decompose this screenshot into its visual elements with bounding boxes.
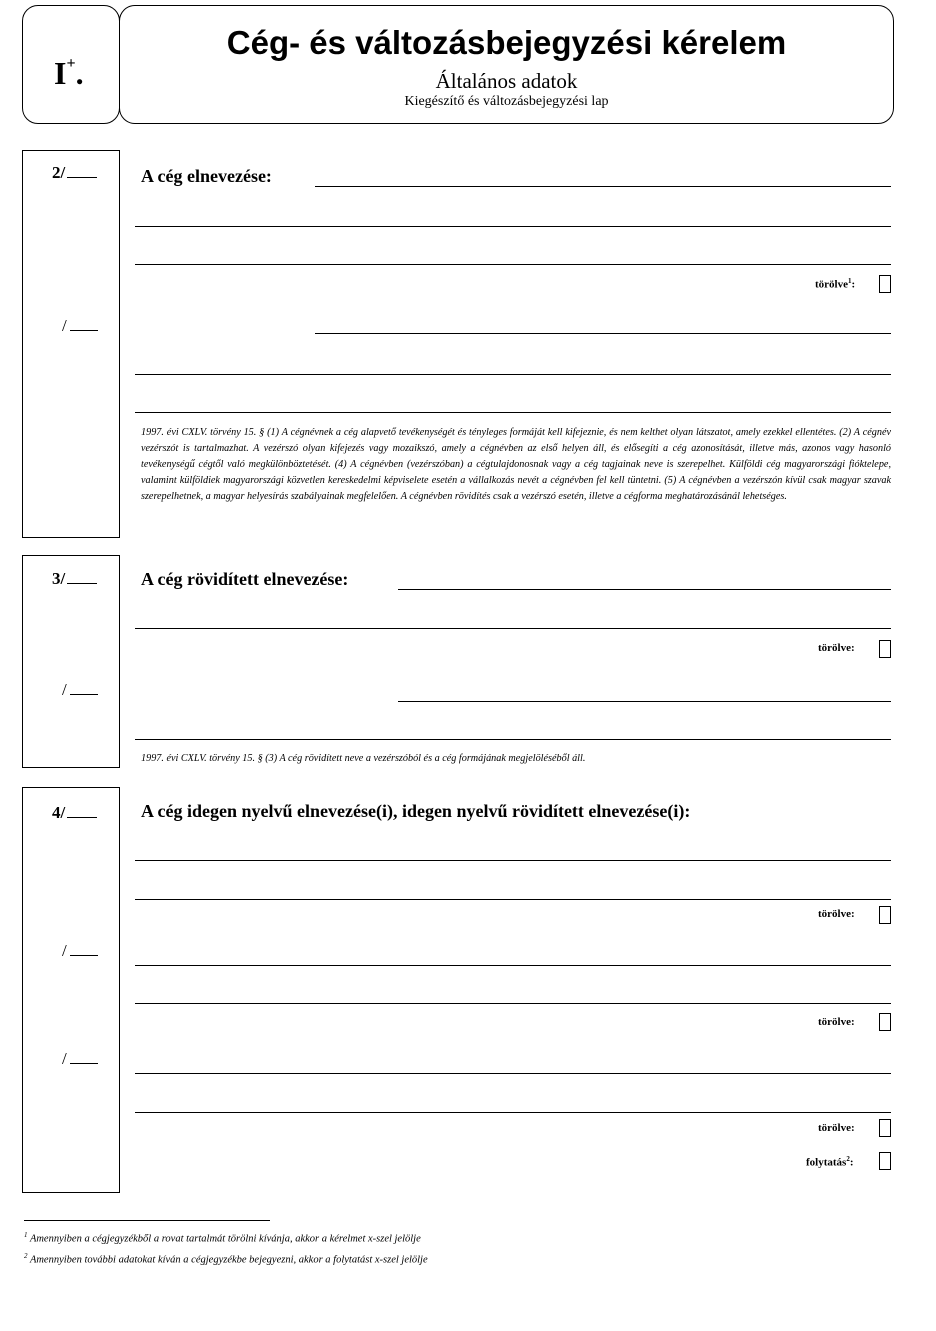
section2-number-box <box>22 150 120 538</box>
section3-sub-number: / <box>62 680 98 700</box>
section4-sub-number-b: / <box>62 1049 98 1069</box>
section3-input-line-3[interactable] <box>398 701 891 702</box>
section4-input-line-3[interactable] <box>135 965 891 966</box>
section4-deleted-checkbox-3[interactable] <box>879 1119 891 1137</box>
section2-number: 2/ <box>52 163 97 183</box>
section3-deleted-checkbox[interactable] <box>879 640 891 658</box>
section4-deleted-checkbox-1[interactable] <box>879 906 891 924</box>
section2-sub-number: / <box>62 316 98 336</box>
section3-legal-note: 1997. évi CXLV. törvény 15. § (3) A cég rövidített neve a vezérszóból és a cég formájának megjelöléséből áll. <box>141 753 586 764</box>
footnote-1: $^1$ Amennyiben a cégjegyzékből a rovat tartalmát törölni kívánja, akkor a kérelmet x-szel jelölje <box>24 1231 421 1245</box>
section4-number-box <box>22 787 120 1193</box>
section4-continue-checkbox[interactable] <box>879 1152 891 1170</box>
section4-deleted-label-1: törölve: <box>818 908 855 920</box>
section2-input-line-6[interactable] <box>135 412 891 413</box>
section4-deleted-label-2: törölve: <box>818 1016 855 1028</box>
footnote-2: $^2$ Amennyiben további adatokat kíván a cégjegyzékbe bejegyezni, akkor a folytatást x-szel jelölje <box>24 1252 428 1266</box>
footnote-separator <box>24 1220 270 1221</box>
section4-deleted-label-3: törölve: <box>818 1122 855 1134</box>
header-code-sup: + <box>66 55 76 72</box>
section3-input-line-1[interactable] <box>398 589 891 590</box>
section2-input-line-5[interactable] <box>135 374 891 375</box>
section3-input-line-2[interactable] <box>135 628 891 629</box>
section2-label: A cég elnevezése: <box>141 166 272 186</box>
section3-label: A cég rövidített elnevezése: <box>141 569 349 589</box>
section4-input-line-2[interactable] <box>135 899 891 900</box>
section4-number: 4/ <box>52 803 97 823</box>
section3-number: 3/ <box>52 569 97 589</box>
section3-deleted-label: törölve: <box>818 642 855 654</box>
section4-input-line-6[interactable] <box>135 1112 891 1113</box>
section2-deleted-label: törölve$^1$: <box>815 277 856 291</box>
header-code-letter: I <box>54 55 67 91</box>
section4-deleted-checkbox-2[interactable] <box>879 1013 891 1031</box>
header-title: Cég- és változásbejegyzési kérelem <box>226 24 787 61</box>
section2-input-line-2[interactable] <box>135 226 891 227</box>
header-code-suffix: . <box>75 55 84 91</box>
header-code <box>54 44 84 93</box>
header-subtitle: Általános adatok <box>435 69 578 93</box>
section4-input-line-4[interactable] <box>135 1003 891 1004</box>
section2-input-line-4[interactable] <box>315 333 891 334</box>
section2-input-line-1[interactable] <box>315 186 891 187</box>
section2-legal-note: 1997. évi CXLV. törvény 15. § (1) A cégnévnek a cég alapvető tevékenységét és tényleges formáját kell kifejeznie, és nem kelthet olyan látszatot, amely ezekkel ellentétes. (2) A cégnév vezérszót is tartalmazhat. A vezérszó olyan kifejezés vagy mozaikszó, amely a cégnévben az első helyen áll, és elősegíti a cég azonosítását, illetve más, azonos vagy hasonló tevékenységű cégtől való megkülönböztetését. (4) A cégnévben (vezérszóban) a cégtulajdonosnak vagy a cég tagjainak neve is szerepelhet. Külföldi cég magyarországi fióktelepe, valamint külföldiek magyarországi közvetlen kereskedelmi képviselete esetén a vállalkozás nevét a cégnévben fel kell tüntetni. (5) A cégnévben a vezérszón kívül csak magyar szavak szerepelhetnek, a magyar helyesírás szabályainak megfelelően. A cégnévben rövidítés csak a vezérszó esetén, illetve a cégforma meghatározásánál lehetséges. <box>141 427 891 502</box>
header-subsubtitle: Kiegészítő és változásbejegyzési lap <box>404 94 609 109</box>
section4-continue-label: folytatás$^2$: <box>806 1155 854 1169</box>
section4-input-line-1[interactable] <box>135 860 891 861</box>
section2-input-line-3[interactable] <box>135 264 891 265</box>
section2-deleted-checkbox[interactable] <box>879 275 891 293</box>
section4-input-line-5[interactable] <box>135 1073 891 1074</box>
section4-sub-number-a: / <box>62 941 98 961</box>
section3-input-line-4[interactable] <box>135 739 891 740</box>
section4-label: A cég idegen nyelvű elnevezése(i), idegen nyelvű rövidített elnevezése(i): <box>141 801 691 821</box>
